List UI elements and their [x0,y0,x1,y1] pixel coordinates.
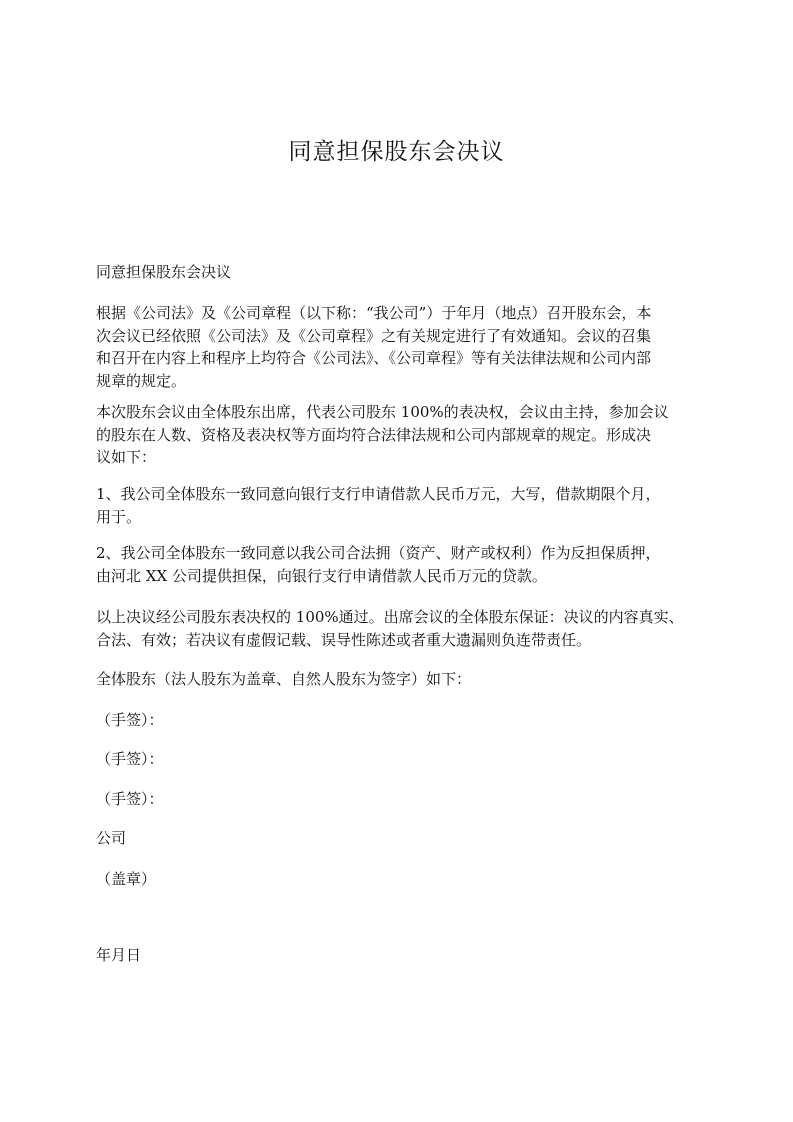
company-label: 公司 [96,829,127,847]
paragraph-line: 本次股东会议由全体股东出席，代表公司股东 100%的表决权，会议由主持，参加会议 [96,403,669,421]
signature-line: （手签）： [96,750,164,768]
paragraph-line: 议如下： [96,448,157,466]
paragraph-meeting-notice [96,302,696,392]
paragraph-line: 次会议已经依照《公司法》及《公司章程》之有关规定进行了有效通知。会议的召集 [96,326,652,345]
paragraph-line: 规章的规定。 [96,371,187,390]
paragraph-resolution-1 [96,483,696,528]
document-title: 同意担保股东会决议 [288,139,505,165]
paragraph-attendance [96,401,696,469]
paragraph-resolution-2 [96,542,696,587]
shareholders-line: 全体股东（法人股东为盖章、自然人股东为签字）如下： [96,670,472,688]
document-subtitle: 同意担保股东会决议 [96,263,232,281]
paragraph-line: 2、我公司全体股东一致同意以我公司合法拥（资产、财产或权利）作为反担保质押， [96,544,661,562]
paragraph-line: 和召开在内容上和程序上均符合《公司法》、《公司章程》等有关法律法规和公司内部 [96,349,652,367]
paragraph-line: 根据《公司法》及《公司章程（以下称：“我公司”）于年月（地点）召开股东会，本 [96,304,652,322]
signature-line: （手签）： [96,711,164,729]
seal-label: （盖章） [96,870,157,888]
paragraph-line: 用于。 [96,507,142,526]
signature-line: （手签）： [96,790,164,808]
paragraph-line: 合法、有效；若决议有虚假记载、误导性陈述或者重大遗漏则负连带责任。 [96,630,592,649]
paragraph-line: 的股东在人数、资格及表决权等方面均符合法律法规和公司内部规章的规定。形成决 [96,425,652,444]
paragraph-line: 由河北 XX 公司提供担保，向银行支行申请借款人民币万元的贷款。 [96,566,547,585]
paragraph-line: 以上决议经公司股东表决权的 100%通过。出席会议的全体股东保证：决议的内容真实、 [96,608,684,626]
paragraph-line: 1、我公司全体股东一致同意向银行支行申请借款人民币万元，大写，借款期限个月， [96,485,661,503]
paragraph-guarantee [96,606,696,651]
date-label: 年月日 [96,946,142,964]
